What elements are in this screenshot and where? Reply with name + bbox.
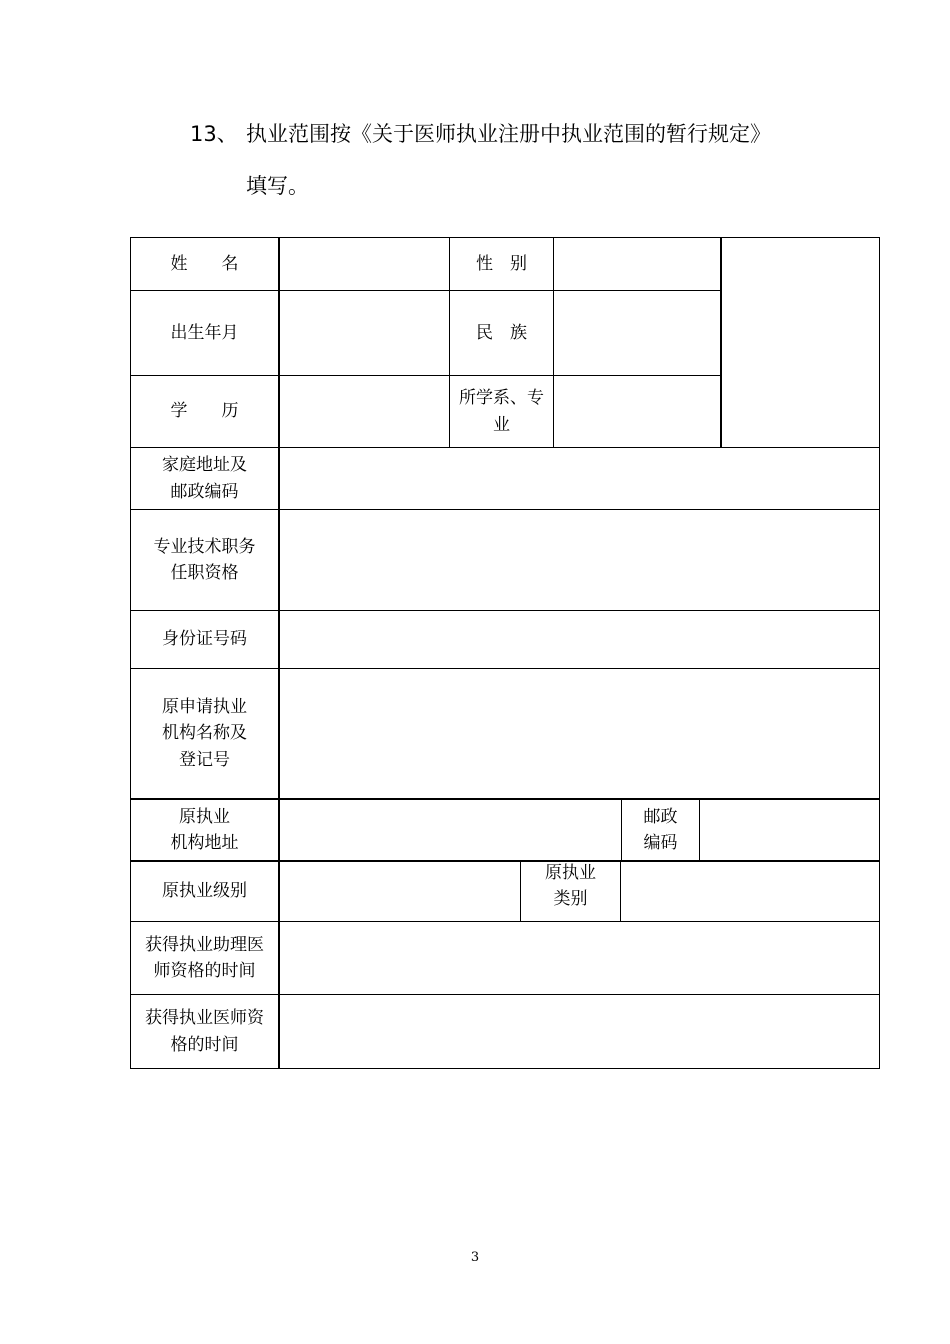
education-label: 学 历 (170, 401, 239, 422)
major-field[interactable] (554, 376, 720, 447)
assistant-qualification-time-field[interactable] (280, 922, 879, 994)
birth-date-label: 出生年月 (170, 322, 239, 343)
major-label: 所学系、专 业 (459, 388, 544, 435)
name-field[interactable] (280, 238, 449, 290)
instruction-item-13 (190, 118, 771, 148)
original-org-field[interactable] (280, 669, 879, 798)
home-address-field[interactable] (280, 448, 879, 509)
id-number-label: 身份证号码 (162, 629, 247, 650)
id-number-field[interactable] (280, 611, 879, 668)
page-number: 3 (470, 1250, 480, 1265)
education-field[interactable] (280, 376, 449, 447)
original-address-label: 原执业 机构地址 (170, 806, 239, 853)
original-level-field[interactable] (280, 862, 520, 921)
instruction-text-continued: 填写。 (246, 174, 309, 198)
gender-label: 性 别 (476, 253, 527, 274)
home-address-label: 家庭地址及 邮政编码 (162, 455, 247, 502)
postal-code-field[interactable] (700, 800, 879, 860)
assistant-qualification-time-label: 获得执业助理医 师资格的时间 (145, 934, 264, 981)
postal-code-label: 邮政 编码 (643, 806, 678, 853)
original-level-label: 原执业级别 (162, 881, 247, 902)
instruction-text: 执业范围按《关于医师执业注册中执业范围的暂行规定》 (246, 122, 771, 146)
ethnicity-field[interactable] (554, 291, 720, 375)
birth-date-field[interactable] (280, 291, 449, 375)
physician-qualification-time-field[interactable] (280, 995, 879, 1068)
professional-title-label: 专业技术职务 任职资格 (153, 536, 256, 583)
ethnicity-label: 民 族 (476, 322, 527, 343)
gender-field[interactable] (554, 238, 720, 290)
photo-area[interactable] (722, 238, 879, 447)
original-org-label: 原申请执业 机构名称及 登记号 (162, 696, 247, 770)
original-category-label: 原执业 类别 (545, 862, 596, 909)
original-address-field[interactable] (280, 800, 621, 860)
professional-title-field[interactable] (280, 510, 879, 610)
name-label: 姓 名 (170, 253, 239, 274)
registration-form-table (130, 237, 880, 1069)
physician-qualification-time-label: 获得执业医师资 格的时间 (145, 1008, 264, 1055)
instruction-number: 13、 (190, 122, 238, 146)
original-category-field[interactable] (621, 862, 879, 921)
